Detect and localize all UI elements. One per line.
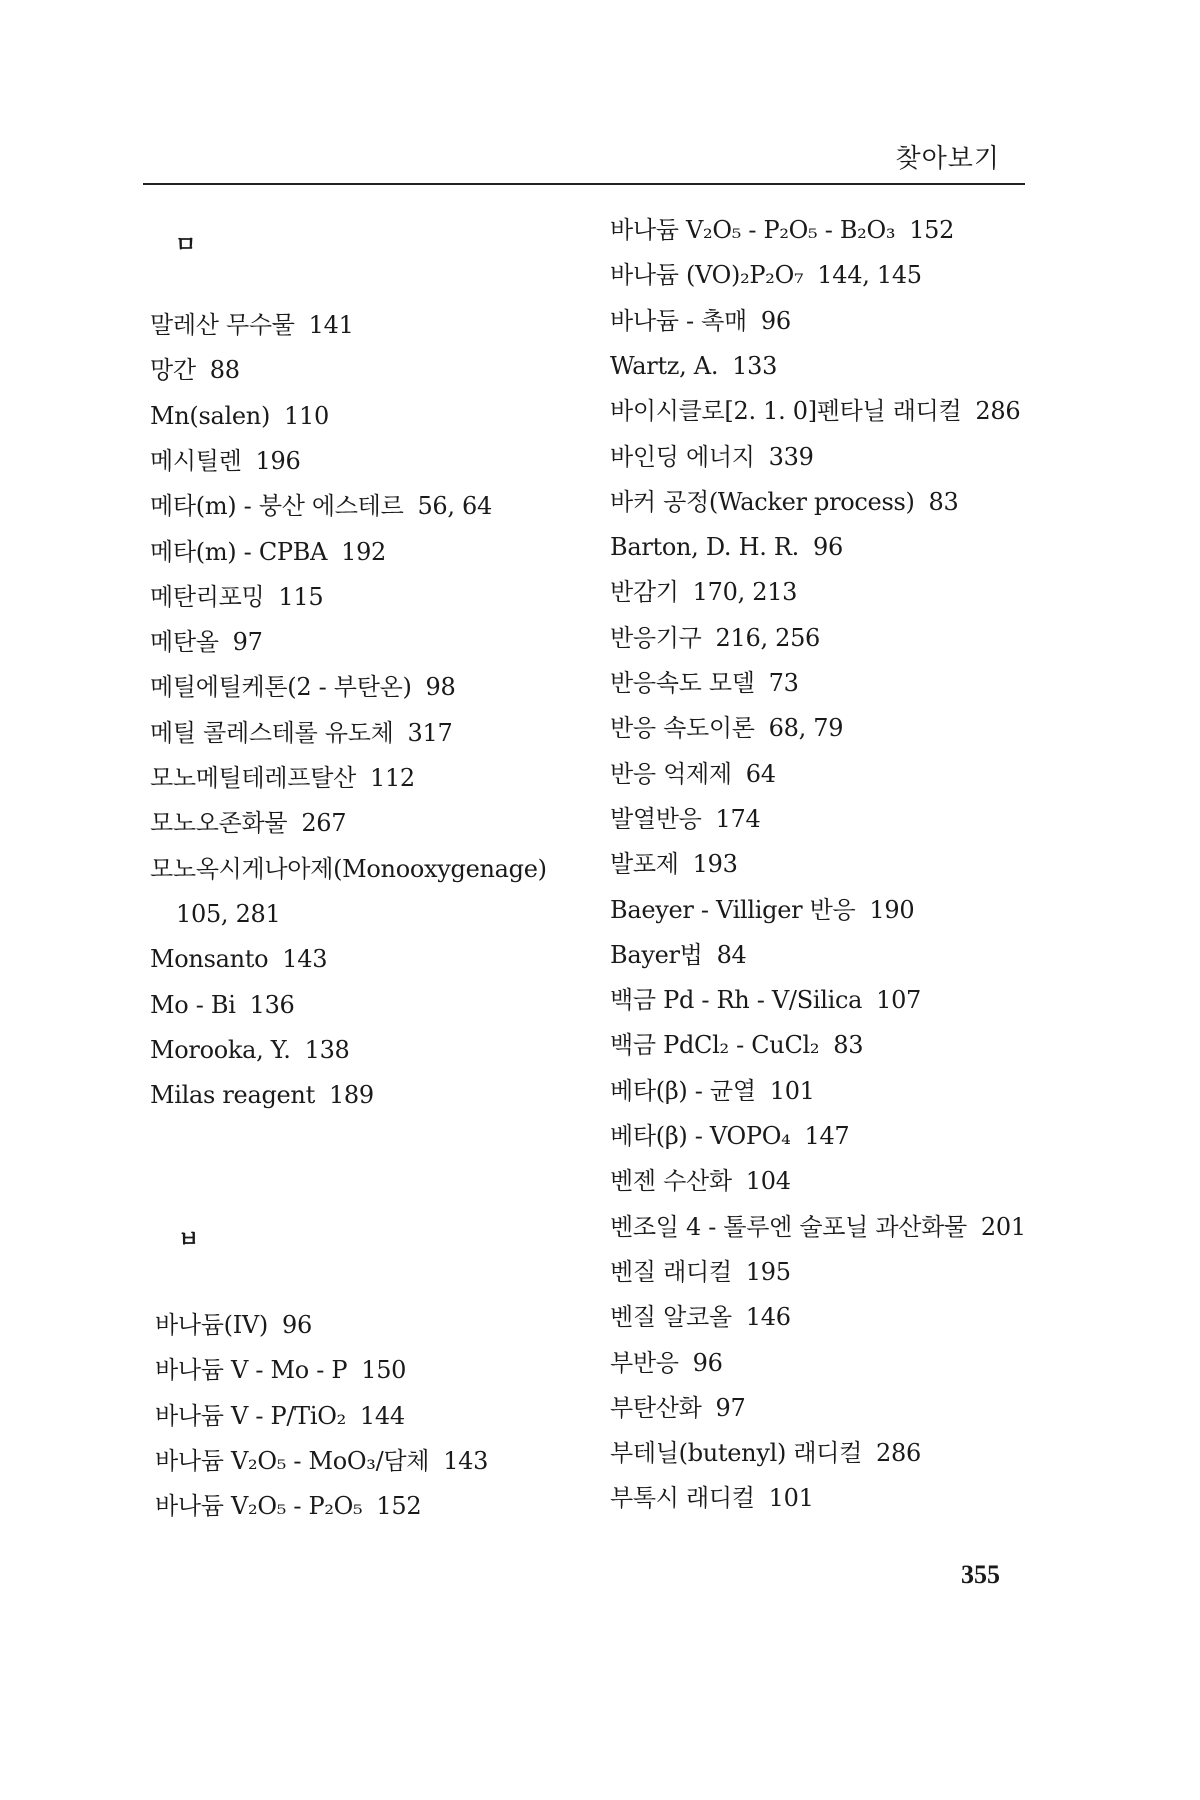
index-entry [150,808,346,838]
index-term: Milas reagent [150,1081,315,1110]
index-page-refs: 68, 79 [768,714,844,743]
index-term: 반응 속도이론 [610,714,755,743]
index-entry [150,1035,350,1065]
index-page-refs: 110 [284,401,329,430]
index-page-refs: 96 [760,306,791,335]
index-page-refs: 115 [278,582,324,611]
index-page-refs: 267 [301,809,347,838]
index-page-refs: 144, 145 [817,261,922,290]
index-entry [610,1348,723,1378]
index-entry [610,487,959,517]
index-term: Monsanto [150,945,269,974]
index-term: 반응속도 모델 [610,669,755,697]
index-page-refs: 97 [715,1393,746,1422]
index-term: 바나듐 V₂O₅ - P₂O₅ [155,1492,363,1521]
index-entry [610,1257,791,1287]
index-entry [150,627,263,657]
index-entry [610,396,1020,426]
index-entry [610,985,921,1015]
index-entry [155,1401,405,1431]
index-entry [610,759,776,789]
index-page-refs: 152 [909,216,955,244]
index-page-refs: 189 [328,1081,374,1110]
index-page-refs: 138 [304,1035,350,1064]
index-page-refs: 286 [975,397,1021,426]
index-term: Mo - Bi [150,990,236,1019]
index-page-refs: 96 [812,533,843,562]
index-entry [150,944,327,974]
index-term: 부테닐(butenyl) 래디컬 [610,1439,863,1468]
index-entry [150,491,492,521]
index-entry [610,1121,849,1151]
index-entry [150,1080,374,1110]
index-term: 벤젠 수산화 [610,1167,732,1196]
index-term: 반응 억제제 [610,759,732,788]
index-page-refs: 195 [745,1257,791,1286]
index-page-refs: 339 [768,442,814,471]
index-entry [610,1030,863,1060]
index-term: 발포제 [610,850,679,879]
index-term: 메틸 콜레스테롤 유도체 [150,718,394,747]
index-page-refs: 146 [745,1303,791,1332]
index-term: 부톡시 래디컬 [610,1484,755,1513]
index-term: 베타(β) - VOPO₄ [610,1122,791,1150]
index-term: Baeyer - Villiger 반응 [610,895,856,924]
index-entry [150,537,386,567]
index-entry [150,763,415,793]
index-page-refs: 107 [876,986,922,1015]
index-term: 바커 공정(Wacker process) [610,487,915,516]
index-entry [150,446,300,476]
index-page-refs: 88 [209,356,240,385]
index-entry [610,351,777,381]
index-term: 메타(m) - 붕산 에스테르 [150,492,404,521]
index-entry [150,672,455,702]
index-term: 모노메틸테레프탈산 [150,764,356,792]
index-term: 바이시클로[2. 1. 0]펜타닐 래디컬 [610,397,962,426]
index-page-refs: 143 [443,1446,489,1475]
index-page-refs: 73 [768,669,799,697]
index-entry [150,854,547,884]
index-entry [610,442,814,472]
index-page-refs: 317 [407,718,453,747]
index-page-refs: 192 [341,537,387,566]
index-entry [150,718,452,748]
index-page-refs: 136 [249,990,295,1019]
index-page-refs: 216, 256 [715,623,821,652]
index-page-refs: 144 [359,1401,405,1430]
index-page-refs: 190 [869,895,915,924]
index-page-refs: 150 [361,1356,407,1385]
index-term: Wartz, A. [610,351,719,380]
index-page-refs: 84 [716,940,747,969]
index-term: 백금 PdCl₂ - CuCl₂ [610,1031,820,1060]
index-entry [610,532,843,562]
index-entry [610,215,954,245]
index-entry [610,623,820,653]
index-page-refs: 97 [232,628,263,657]
index-term: 바나듐 (VO)₂P₂O₇ [610,261,804,290]
index-page-refs: 104 [745,1167,791,1196]
index-term: 모노옥시게나아제(Monooxygenage) [150,854,547,883]
index-entry [610,1302,791,1332]
index-entry [610,1212,1026,1242]
index-entry [150,582,323,612]
index-page-refs: 112 [369,764,415,792]
index-page-refs: 98 [425,673,456,702]
index-entry [155,1446,488,1476]
index-term: 모노오존화물 [150,809,288,838]
index-term: 부반응 [610,1348,679,1377]
index-term: 반감기 [610,578,679,607]
index-page-refs: 286 [876,1439,921,1468]
section-heading-bieup: ㅂ [178,1228,200,1253]
index-entry [150,990,295,1020]
index-entry [610,804,760,834]
index-page-refs: 174 [715,804,761,833]
index-term: 바나듐(IV) [155,1311,268,1339]
index-entry [610,1076,815,1106]
index-term: 메타(m) - CPBA [150,537,328,566]
index-page-refs: 83 [833,1031,864,1060]
index-page-refs: 143 [282,945,328,974]
index-term: 말레산 무수물 [150,311,295,339]
index-term: 바나듐 V₂O₅ - P₂O₅ - B₂O₃ [610,216,896,244]
header-divider [143,183,1025,185]
index-term: 바나듐 - 촉매 [610,306,747,335]
index-page-refs: 64 [745,759,776,788]
index-entry [610,577,797,607]
index-entry [610,668,799,698]
index-term: 벤질 래디컬 [610,1257,732,1286]
index-term: 백금 Pd - Rh - V/Silica [610,986,863,1015]
index-entry [610,713,843,743]
index-page-refs: 101 [768,1484,814,1513]
index-page-refs: 83 [928,487,959,516]
index-term: Mn(salen) [150,401,271,430]
index-page-refs: 193 [692,850,738,879]
index-term: 벤조일 4 - 톨루엔 술포닐 과산화물 [610,1212,967,1241]
index-term: Bayer법 [610,940,703,969]
index-term: 메탄올 [150,628,219,657]
index-page-refs: 201 [980,1212,1026,1241]
index-entry [610,1393,746,1423]
index-term: 발열반응 [610,804,702,833]
index-page-refs: 141 [308,311,354,339]
index-entry [610,306,791,336]
index-entry [155,1355,406,1385]
index-term: 부탄산화 [610,1393,702,1422]
index-entry [610,940,747,970]
index-term: 벤질 알코올 [610,1303,732,1332]
index-page-refs: 196 [255,446,301,475]
index-entry [155,1491,421,1521]
index-entry [610,895,914,925]
index-entry [150,310,354,340]
index-term: 메시틸렌 [150,446,242,475]
index-page-refs: 147 [804,1122,850,1150]
index-entry [150,355,240,385]
page-number: 355 [961,1560,1000,1589]
index-page-refs: 96 [692,1348,723,1377]
index-term: 바나듐 V - Mo - P [155,1356,348,1385]
index-term: 105, 281 [176,899,281,928]
index-term: Barton, D. H. R. [610,533,799,562]
section-heading-mieum: ㅁ [175,233,197,258]
index-term: 바나듐 V₂O₅ - MoO₃/담체 [155,1446,430,1475]
index-term: 바나듐 V - P/TiO₂ [155,1401,346,1430]
index-page-refs: 170, 213 [692,578,798,607]
index-page-refs: 101 [769,1076,815,1105]
index-entry [150,401,329,431]
index-entry [610,1438,921,1468]
index-term: 메틸에틸케톤(2 - 부탄온) [150,673,412,702]
index-entry [176,899,280,929]
index-entry [610,1483,814,1513]
index-page-refs: 152 [376,1492,422,1521]
index-page-refs: 96 [282,1311,312,1339]
index-term: Morooka, Y. [150,1035,291,1064]
index-term: 반응기구 [610,623,702,652]
index-page-refs: 133 [732,351,778,380]
index-term: 메탄리포밍 [150,582,265,611]
index-entry [610,1166,791,1196]
index-entry [155,1310,312,1340]
index-entry [610,849,738,879]
index-term: 망간 [150,356,196,385]
running-header-title: 찾아보기 [895,144,1000,174]
index-page-refs: 56, 64 [417,492,492,521]
index-entry [610,260,922,290]
index-term: 바인딩 에너지 [610,442,755,471]
index-term: 베타(β) - 균열 [610,1076,756,1105]
